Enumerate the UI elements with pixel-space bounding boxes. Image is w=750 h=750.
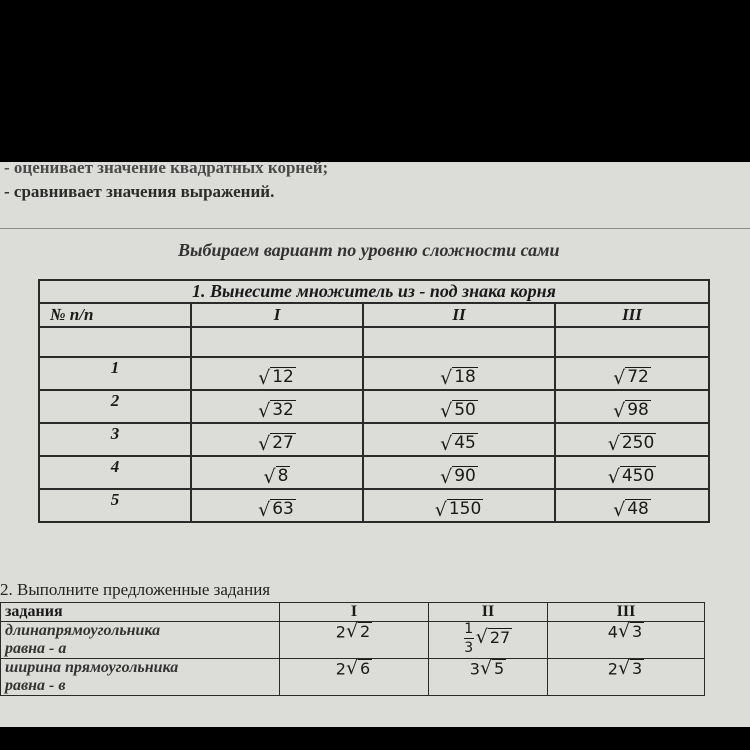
square-root-expression [618,659,644,678]
square-root-expression [258,499,296,520]
task1-title: 1. Вынесите множитель из - под знака корня [39,280,709,303]
coefficient: 4 [607,622,618,642]
radicand: 3 [632,659,643,678]
root-cell [555,357,709,390]
root-cell [555,390,709,423]
root-cell [363,456,555,489]
radical-sign: √ [479,657,493,680]
radical-sign: √ [440,466,453,488]
radical-sign: √ [607,433,620,455]
radicand: 450 [621,466,655,487]
table-row [39,489,709,522]
task-label-line: равна - в [5,677,66,694]
radicand: 8 [277,466,289,487]
root-cell [363,423,555,456]
coefficient: 2 [335,659,346,679]
fraction-bar [464,638,474,639]
coefficient: 3 [469,659,480,679]
radical-sign: √ [613,400,626,422]
radicand: 63 [272,499,294,520]
root-cell [191,390,363,423]
expression-cell [548,622,705,659]
task2-header-variant-3: III [548,603,705,622]
square-root-expression [618,622,644,641]
radicand: 50 [454,400,476,421]
row-number: 4 [39,456,191,489]
expression-cell [548,659,705,696]
expression-cell [280,659,429,696]
radicand: 98 [627,400,649,421]
square-root-expression [613,367,651,388]
radical-sign: √ [607,466,620,488]
table-row [39,423,709,456]
objective-1: - оценивает значение квадратных корней; [4,162,329,177]
task-label-line: ширина прямоугольника [5,659,179,676]
denominator: 3 [464,640,474,656]
radicand: 150 [448,499,482,520]
radicand: 32 [272,400,294,421]
coefficient: 2 [335,622,346,642]
task2-header-variant-1: I [280,603,429,622]
root-cell [191,489,363,522]
coefficient: 2 [607,659,618,679]
square-root-expression [264,466,291,487]
root-cell [191,456,363,489]
task-label-line: равна - а [5,640,67,657]
numerator: 1 [464,621,474,637]
header-variant-2: II [363,303,555,327]
radical-sign: √ [440,433,453,455]
objective-2: - сравнивает значения выражений. [4,182,275,201]
radicand: 18 [454,367,476,388]
square-root-expression [258,433,296,454]
task2-rows [1,622,705,696]
task2-title: 2. Выполните предложенные задания [0,580,271,599]
radicand: 250 [621,433,655,454]
radical-sign: √ [440,367,453,389]
radical-sign: √ [434,499,447,521]
row-number: 1 [39,357,191,390]
square-root-expression [608,433,657,454]
expression-cell [429,659,548,696]
radical-sign: √ [613,499,626,521]
root-cell [363,489,555,522]
square-root-expression [258,367,296,388]
radical-sign: √ [258,400,271,422]
radicand: 27 [489,627,511,647]
square-root-expression [608,466,657,487]
root-cell [555,456,709,489]
task2-header-tasks: задания [1,603,280,622]
root-cell [191,357,363,390]
radical-sign: √ [258,367,271,389]
table-row [39,357,709,390]
square-root-expression [440,433,478,454]
expression-cell [429,622,548,659]
table-row [39,390,709,423]
task-label-line: длинапрямоугольника [5,622,161,639]
table-row [1,659,705,696]
task-label [1,622,280,659]
root-cell [363,357,555,390]
table-row [39,456,709,489]
radicand: 2 [360,622,371,641]
row-number: 3 [39,423,191,456]
square-root-expression [435,499,484,520]
square-root-expression [613,400,651,421]
root-cell [363,390,555,423]
square-root-expression [480,659,506,678]
divider [0,228,750,229]
radical-sign: √ [345,657,359,680]
radicand: 12 [272,367,294,388]
row-number: 2 [39,390,191,423]
header-variant-1: I [191,303,363,327]
square-root-expression [440,367,478,388]
header-variant-3: III [555,303,709,327]
task2-table [0,602,705,696]
root-cell [555,489,709,522]
square-root-expression [440,466,478,487]
radical-sign: √ [258,499,271,521]
square-root-expression [440,400,478,421]
radical-sign: √ [345,620,359,643]
radical-sign: √ [617,620,631,643]
fraction [464,622,474,655]
radical-sign: √ [263,466,276,488]
table-row [1,622,705,659]
square-root-expression [613,499,651,520]
worksheet-page [0,162,750,727]
square-root-expression [346,659,372,678]
choose-variant-heading: Выбираем вариант по уровню сложности сами [178,240,560,260]
square-root-expression [476,628,512,647]
header-number: № п/п [39,303,191,327]
radical-sign: √ [258,433,271,455]
radicand: 3 [632,622,643,641]
radical-sign: √ [617,657,631,680]
radicand: 27 [272,433,294,454]
radical-sign: √ [440,400,453,422]
root-cell [555,423,709,456]
square-root-expression [258,400,296,421]
task-label [1,659,280,696]
expression-cell [280,622,429,659]
task2-header-variant-2: II [429,603,548,622]
radicand: 5 [494,659,505,678]
radicand: 45 [454,433,476,454]
radicand: 48 [627,499,649,520]
radicand: 90 [454,466,476,487]
radicand: 6 [360,659,371,678]
root-cell [191,423,363,456]
radical-sign: √ [613,367,626,389]
task1-table [38,279,710,523]
square-root-expression [346,622,372,641]
radical-sign: √ [475,626,488,648]
radicand: 72 [627,367,649,388]
row-number: 5 [39,489,191,522]
task1-rows [39,357,709,522]
